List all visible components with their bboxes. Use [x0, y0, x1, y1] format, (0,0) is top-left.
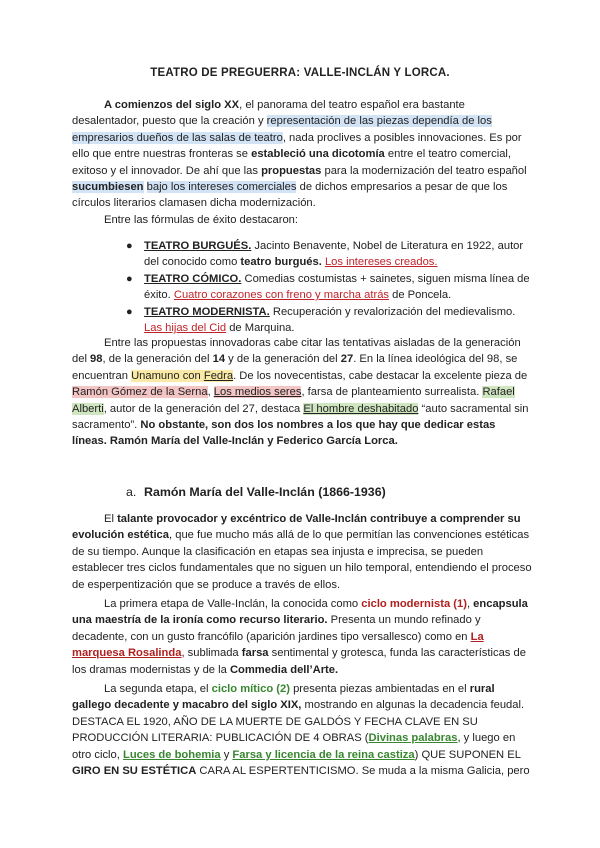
text-span: GIRO EN SU ESTÉTICA — [72, 765, 197, 778]
text-span: encapsula una maestría de la ironía como recurso literario. — [72, 598, 528, 627]
text-span: CARA AL ESPERTENTICISMO. Se muda a la misma Galicia, pero — [196, 765, 530, 778]
text-span: estableció una dicotomía — [251, 148, 385, 161]
work-title: Los intereses creados. — [324, 256, 438, 269]
text-span: , farsa de planteamiento surrealista. — [301, 386, 483, 399]
intro-paragraph — [72, 97, 532, 212]
text-span: . De los novecentistas, cabe destacar la excelente pieza de — [233, 369, 528, 382]
text-span: 27 — [340, 353, 354, 366]
text-span: Comedias costumistas + sainetes, siguen misma línea de éxito. — [144, 272, 530, 302]
text-span: Presenta un mundo refinado y decadente, con un gusto francófilo (aparición jardines tipo versallesco) como en — [72, 614, 481, 643]
section-title: Ramón María del Valle-Inclán (1866-1936) — [144, 485, 386, 499]
list-item — [72, 304, 532, 337]
formulas-paragraph — [72, 212, 532, 228]
list-item-heading: TEATRO MODERNISTA. — [144, 305, 270, 318]
highlight-span: Unamuno con — [131, 369, 204, 382]
highlight-span: Rafael Alberti — [72, 386, 515, 415]
text-span: La primera etapa de Valle-Inclán, la conocida como — [104, 598, 362, 610]
text-span: Entre las fórmulas de éxito destacaron: — [104, 214, 299, 226]
text-span: de dichos empresarios a pesar de que los círculos literarios clamasen dicha modernización. — [72, 181, 508, 210]
text-span: , el panorama del teatro español era bastante desalentador, puesto que la creación y — [72, 99, 465, 128]
innovations-paragraph — [72, 335, 532, 450]
text-span: farsa — [241, 647, 269, 660]
valle-inclan-paragraph — [72, 511, 532, 593]
highlight-span: ciclo modernista (1) — [361, 598, 467, 610]
work-title: Cuatro corazones con freno y marcha atrás — [173, 289, 390, 302]
text-span: A comienzos del siglo XX — [104, 99, 240, 111]
work-title: La marquesa Rosalinda — [72, 630, 484, 660]
page-title: TEATRO DE PREGUERRA: VALLE-INCLÁN Y LORCA. — [150, 67, 450, 79]
text-span: presenta piezas ambientadas en el — [289, 683, 470, 695]
highlight-span: Fedra — [203, 369, 234, 382]
bullet-icon: ● — [126, 272, 133, 285]
formulas-list — [72, 238, 532, 336]
first-stage-paragraph — [72, 596, 532, 678]
text-span: . En la línea ideológica del 98, se encuentran — [72, 353, 518, 382]
section-heading — [126, 485, 386, 499]
list-item — [72, 271, 532, 304]
text-span: sentimental y grotesca, funda las características de los dramas modernistas y de la — [72, 647, 526, 676]
text-span: 98 — [90, 353, 103, 366]
text-span: , sublimada — [181, 647, 242, 660]
text-span: Jacinto Benavente, Nobel de Literatura en 1922, autor del conocido como — [144, 240, 524, 269]
highlight-span: Los medios seres — [213, 386, 302, 399]
list-item-heading: TEATRO BURGUÉS. — [144, 240, 252, 252]
text-span: Recuperación y revalorización del medievalismo. — [269, 305, 516, 318]
highlight-span: El hombre deshabitado — [303, 402, 419, 415]
bullet-icon: ● — [126, 305, 133, 318]
text-span: entre el teatro comercial, exitoso y el innovador. De ahí que las — [72, 148, 512, 177]
highlight-span: bajo los intereses comerciales — [146, 181, 297, 194]
text-span: , y luego en otro ciclo, — [72, 732, 516, 761]
text-span: de Marquina. — [226, 322, 295, 335]
work-title: Las hijas del Cid — [144, 322, 227, 335]
text-span: para la modernización del teatro español — [321, 164, 527, 177]
text-span: propuestas — [261, 164, 322, 177]
text-span: y — [220, 748, 233, 761]
text-span: Commedia dell’Arte. — [229, 663, 339, 676]
text-span: teatro burgués. — [240, 256, 322, 269]
text-span: No obstante, son dos los nombres a los que hay que dedicar estas líneas. Ramón María del Valle-Inclán y Federico García Lorca. — [72, 419, 496, 448]
work-title: Luces de bohemia — [122, 748, 221, 761]
text-span: y de la generación del — [225, 353, 341, 366]
work-title: Divinas palabras — [368, 732, 458, 745]
text-span: , — [466, 598, 474, 610]
text-span: El — [104, 513, 118, 525]
text-span: mostrando en algunas la decadencia feudal. DESTACA EL 1920, AÑO DE LA MUERTE DE GALDÓS Y FECHA CLAVE EN SU PRODUCCIÓN LITERARIA: PUBLICACIÓN DE 4 OBRAS ( — [72, 699, 525, 745]
list-item-heading: TEATRO CÓMICO. — [144, 272, 242, 285]
text-span: Entre las propuestas innovadoras cabe citar las tentativas aisladas de la generación del — [72, 337, 521, 366]
list-item — [72, 238, 532, 271]
highlight-span: ciclo mítico (2) — [211, 683, 290, 695]
text-span: , autor de la generación del 27, destaca — [103, 402, 304, 415]
section-number: a. — [126, 485, 137, 499]
text-span: , de la generación del — [102, 353, 213, 366]
text-span: de Poncela. — [389, 289, 452, 302]
highlight-span: Ramón Gómez de la Serna — [72, 386, 208, 399]
text-span: talante provocador y excéntrico de Valle-Inclán contribuye a comprender su evolución estética — [72, 513, 521, 542]
text-span: La segunda etapa, el — [104, 683, 212, 695]
text-span: rural gallego decadente y macabro del siglo XIX, — [72, 683, 495, 712]
highlight-span: sucumbiesen — [72, 181, 144, 194]
text-span: 14 — [212, 353, 226, 366]
second-stage-paragraph — [72, 681, 532, 779]
text-span: , — [207, 386, 214, 399]
text-span: , nada proclives a posibles innovaciones. Es por ello que entre nuestras fronteras se — [72, 131, 522, 161]
highlight-span: representación de las piezas dependía de los empresarios dueños de las salas de teatro — [72, 115, 492, 144]
text-span: , que fue mucho más allá de lo que permitían las convenciones estéticas de su tiempo. Aunque la clasificación en etapas sea injusta e imprecisa, se pueden establecer tres ciclos fundamentales que no siguen un hilo temporal, entendiendo el proceso de esperpentización que se produce a través de ellos. — [72, 529, 532, 591]
text-span: “auto sacramental sin sacramento”. — [72, 402, 529, 432]
text-span: ) QUE SUPONEN EL — [414, 748, 521, 761]
work-title: Farsa y licencia de la reina castiza — [232, 748, 415, 761]
bullet-icon: ● — [126, 240, 133, 252]
